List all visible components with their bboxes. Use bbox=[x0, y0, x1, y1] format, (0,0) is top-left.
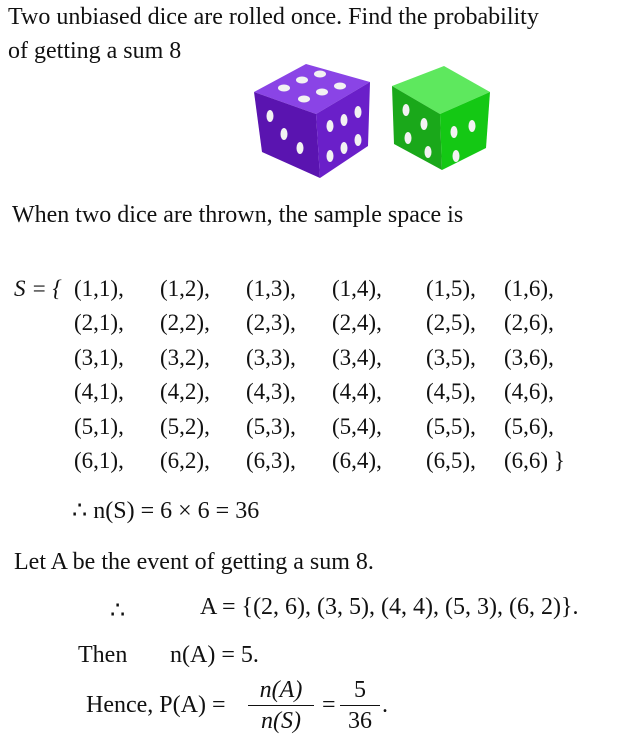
sample-space-outcome: (3,2), bbox=[160, 345, 210, 370]
then-label: Then bbox=[78, 642, 128, 668]
sample-space-outcome: (6,6) } bbox=[504, 448, 565, 473]
sample-space-outcome: (6,4), bbox=[332, 448, 382, 473]
fraction-denominator: n(S) bbox=[261, 708, 301, 734]
result-numerator: 5 bbox=[354, 677, 366, 703]
sample-space-outcome: (1,1), bbox=[74, 276, 124, 301]
sample-space-outcome: (1,2), bbox=[160, 276, 210, 301]
therefore-symbol: ∴ bbox=[110, 598, 126, 624]
dice-illustration bbox=[244, 44, 494, 184]
sample-space-outcome: (6,3), bbox=[246, 448, 296, 473]
sample-space-outcome: (1,4), bbox=[332, 276, 382, 301]
sample-space-outcome: (4,6), bbox=[504, 379, 554, 404]
fraction-result bbox=[340, 676, 380, 735]
sample-space-outcome: (3,1), bbox=[74, 345, 124, 370]
sample-space-outcome: (5,2), bbox=[160, 414, 210, 439]
sample-space-outcome: (4,5), bbox=[426, 379, 476, 404]
sample-space-symbol: S = { bbox=[14, 276, 62, 301]
sample-space-outcome: (5,6), bbox=[504, 414, 554, 439]
sample-space-outcome: (2,1), bbox=[74, 310, 124, 335]
sample-space-outcome: (2,4), bbox=[332, 310, 382, 335]
sample-space-outcome: (2,3), bbox=[246, 310, 296, 335]
sample-space-outcome: (5,3), bbox=[246, 414, 296, 439]
sample-space-outcome: (6,2), bbox=[160, 448, 210, 473]
result-denominator: 36 bbox=[348, 708, 372, 734]
fraction-bar bbox=[248, 705, 314, 706]
sample-space-outcome: (2,5), bbox=[426, 310, 476, 335]
sample-space-outcome: (1,3), bbox=[246, 276, 296, 301]
sample-space-outcome: (6,5), bbox=[426, 448, 476, 473]
sample-space-outcome: (5,5), bbox=[426, 414, 476, 439]
sample-space-outcome: (5,4), bbox=[332, 414, 382, 439]
n-s-statement: ∴ n(S) = 6 × 6 = 36 bbox=[72, 498, 260, 524]
question-line-2: of getting a sum 8 bbox=[8, 38, 182, 64]
sample-space-outcome: (1,5), bbox=[426, 276, 476, 301]
sample-space-outcome: (3,3), bbox=[246, 345, 296, 370]
result-fraction-bar bbox=[340, 705, 380, 706]
sample-space-outcome: (2,6), bbox=[504, 310, 554, 335]
sample-space-outcome: (4,2), bbox=[160, 379, 210, 404]
sample-space-outcome: (4,4), bbox=[332, 379, 382, 404]
hence-label: Hence, P(A) = bbox=[86, 692, 226, 718]
sample-space bbox=[14, 276, 614, 486]
final-period: . bbox=[382, 692, 388, 718]
sample-space-outcome: (4,3), bbox=[246, 379, 296, 404]
purple-die-icon bbox=[254, 64, 370, 178]
sample-space-outcome: (3,6), bbox=[504, 345, 554, 370]
fraction-n-a-over-n-s bbox=[248, 676, 314, 735]
sample-space-outcome: (5,1), bbox=[74, 414, 124, 439]
sample-space-outcome: (4,1), bbox=[74, 379, 124, 404]
sample-space-outcome: (1,6), bbox=[504, 276, 554, 301]
event-set: A = {(2, 6), (3, 5), (4, 4), (5, 3), (6, 2)}. bbox=[200, 594, 579, 620]
sample-space-outcome: (3,4), bbox=[332, 345, 382, 370]
question-line-1: Two unbiased dice are rolled once. Find the probability bbox=[8, 4, 539, 30]
n-a-statement: n(A) = 5. bbox=[170, 642, 259, 668]
sample-space-outcome: (3,5), bbox=[426, 345, 476, 370]
sample-space-outcome: (6,1), bbox=[74, 448, 124, 473]
sample-space-label bbox=[14, 276, 62, 302]
fraction-numerator: n(A) bbox=[259, 677, 303, 703]
event-definition: Let A be the event of getting a sum 8. bbox=[14, 549, 374, 575]
solution-intro: When two dice are thrown, the sample space is bbox=[12, 202, 464, 228]
sample-space-outcome: (2,2), bbox=[160, 310, 210, 335]
green-die-icon bbox=[392, 66, 490, 170]
equals-sign: = bbox=[322, 692, 336, 718]
